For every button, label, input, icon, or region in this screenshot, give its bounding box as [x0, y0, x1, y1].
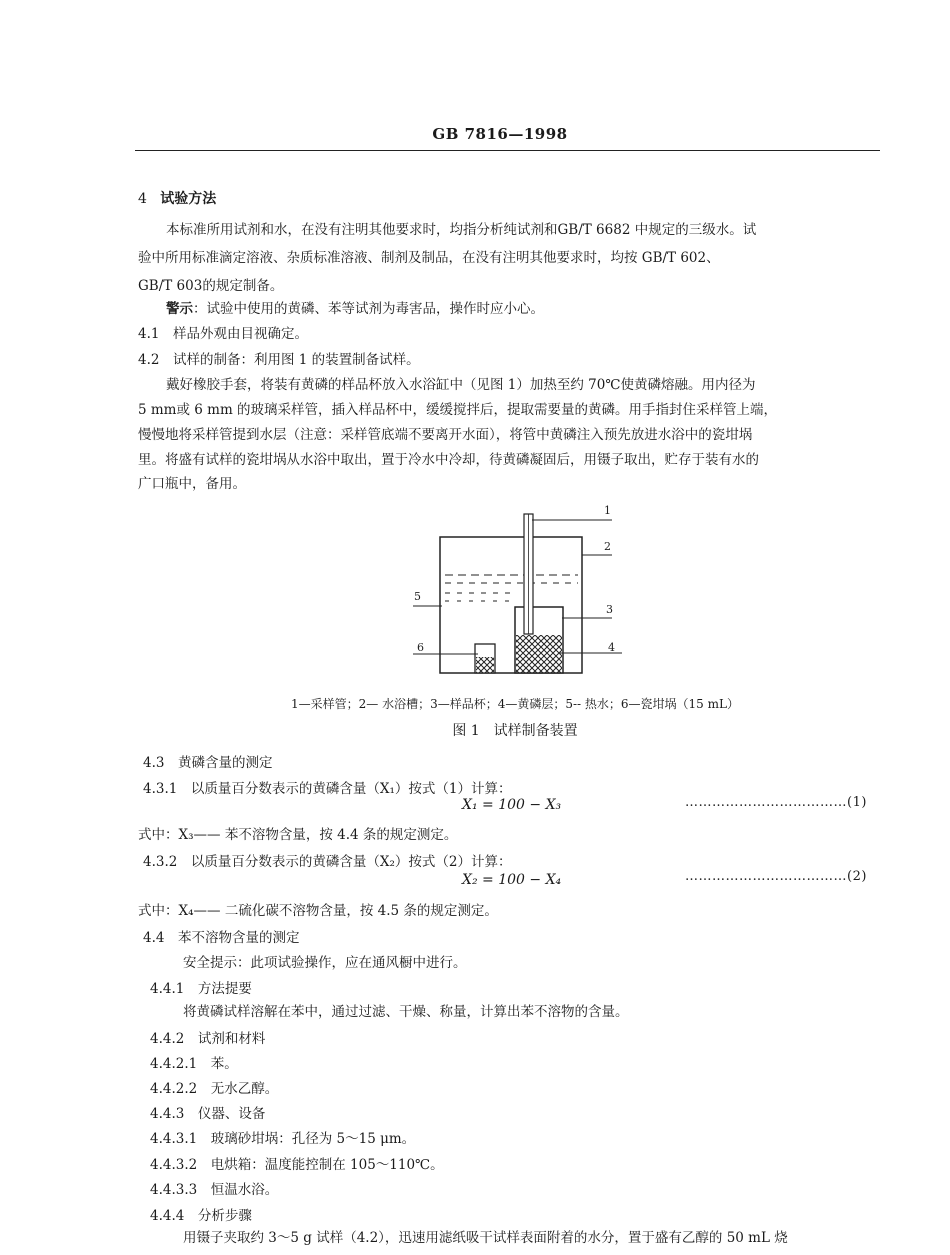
- phosphorus-layer: [516, 635, 562, 673]
- clause-4-3: 4.3 黄磷含量的测定: [143, 755, 273, 771]
- section-title: 试验方法: [160, 191, 217, 207]
- paragraph-line: 慢慢地将采样管提到水层（注意：采样管底端不要离开水面），将管中黄磷注入预先放进水浴中的瓷坩埚: [138, 427, 753, 443]
- figure-label: 5: [414, 590, 421, 603]
- section-number: 4: [138, 191, 147, 207]
- leader-dots: ………………………………: [685, 869, 847, 884]
- figure-label: 3: [606, 603, 613, 616]
- formula-2-leaders: [685, 869, 867, 884]
- clause-4-4-4: 4.4.4 分析步骤: [150, 1208, 252, 1224]
- crucible-sample: [476, 657, 494, 673]
- clause-4-4-1: 4.4.1 方法提要: [150, 981, 252, 997]
- section-4-heading: [138, 188, 216, 208]
- warning-label: 警示: [166, 301, 193, 317]
- leader-dots: ………………………………: [685, 795, 847, 810]
- warning-note: [166, 297, 544, 317]
- clause-4-4-2: 4.4.2 试剂和材料: [150, 1031, 266, 1047]
- safety-note: 安全提示：此项试验操作，应在通风橱中进行。: [183, 955, 467, 971]
- paragraph-line: 验中所用标准滴定溶液、杂质标准溶液、制剂及制品，在没有注明其他要求时，均按 GB/T 602、: [138, 250, 720, 266]
- figure-caption: 图 1 试样制备装置: [452, 723, 578, 739]
- formula-2-number: (2): [847, 869, 867, 884]
- clause-4-4-3: 4.4.3 仪器、设备: [150, 1106, 266, 1122]
- document-code: GB 7816—1998: [432, 125, 568, 143]
- header-rule: [135, 150, 880, 151]
- formula-1-where: 式中：X₃—— 苯不溶物含量，按 4.4 条的规定测定。: [138, 827, 458, 843]
- apparatus-diagram: [400, 500, 640, 690]
- paragraph-line: 将黄磷试样溶解在苯中，通过过滤、干燥、称量，计算出苯不溶物的含量。: [183, 1004, 629, 1020]
- figure-label: 1: [604, 504, 611, 517]
- clause-4-3-1: 4.3.1 以质量百分数表示的黄磷含量（X₁）按式（1）计算：: [143, 781, 512, 797]
- figure-legend: 1—采样管；2— 水浴槽；3—样品杯；4—黄磷层；5-- 热水；6—瓷坩埚（15 mL）: [291, 697, 739, 711]
- figure-label: 6: [417, 641, 424, 654]
- clause-4-2: 4.2 试样的制备：利用图 1 的装置制备试样。: [138, 352, 420, 368]
- clause-4-4-3-1: 4.4.3.1 玻璃砂坩埚：孔径为 5～15 μm。: [150, 1131, 416, 1147]
- formula-1-number: (1): [847, 795, 867, 810]
- paragraph-line: 广口瓶中，备用。: [138, 476, 246, 492]
- clause-4-4-2-2: 4.4.2.2 无水乙醇。: [150, 1081, 279, 1097]
- clause-4-4-3-2: 4.4.3.2 电烘箱：温度能控制在 105～110℃。: [150, 1157, 444, 1173]
- clause-4-4-2-1: 4.4.2.1 苯。: [150, 1056, 238, 1072]
- figure-label: 4: [608, 641, 615, 654]
- formula-1-leaders: [685, 795, 867, 810]
- paragraph-line: 里。将盛有试样的瓷坩埚从水浴中取出，置于冷水中冷却，待黄磷凝固后，用镊子取出，贮存于装有水的: [138, 452, 759, 468]
- paragraph-line: 用镊子夹取约 3～5 g 试样（4.2），迅速用滤纸吸干试样表面附着的水分，置于盛有乙醇的 50 mL 烧: [183, 1230, 788, 1246]
- paragraph-line: GB/T 603的规定制备。: [138, 278, 284, 294]
- paragraph-line: 戴好橡胶手套，将装有黄磷的样品杯放入水浴缸中（见图 1）加热至约 70℃使黄磷熔融。用内径为: [166, 377, 756, 393]
- formula-1: X₁ = 100 − X₃: [462, 797, 562, 813]
- clause-4-4-3-3: 4.4.3.3 恒温水浴。: [150, 1182, 279, 1198]
- clause-4-3-2: 4.3.2 以质量百分数表示的黄磷含量（X₂）按式（2）计算：: [143, 854, 512, 870]
- paragraph-line: 本标准所用试剂和水，在没有注明其他要求时，均指分析纯试剂和GB/T 6682 中规定的三级水。试: [166, 222, 757, 238]
- clause-4-1: 4.1 样品外观由目视确定。: [138, 326, 308, 342]
- warning-text: ：试验中使用的黄磷、苯等试剂为毒害品，操作时应小心。: [193, 301, 544, 317]
- paragraph-line: 5 mm或 6 mm 的玻璃采样管，插入样品杯中，缓缓搅拌后，提取需要量的黄磷。用手指封住采样管上端，: [138, 402, 778, 418]
- formula-2-where: 式中：X₄—— 二硫化碳不溶物含量，按 4.5 条的规定测定。: [138, 903, 498, 919]
- clause-4-4: 4.4 苯不溶物含量的测定: [143, 930, 300, 946]
- formula-2: X₂ = 100 − X₄: [462, 872, 562, 888]
- figure-label: 2: [604, 540, 611, 553]
